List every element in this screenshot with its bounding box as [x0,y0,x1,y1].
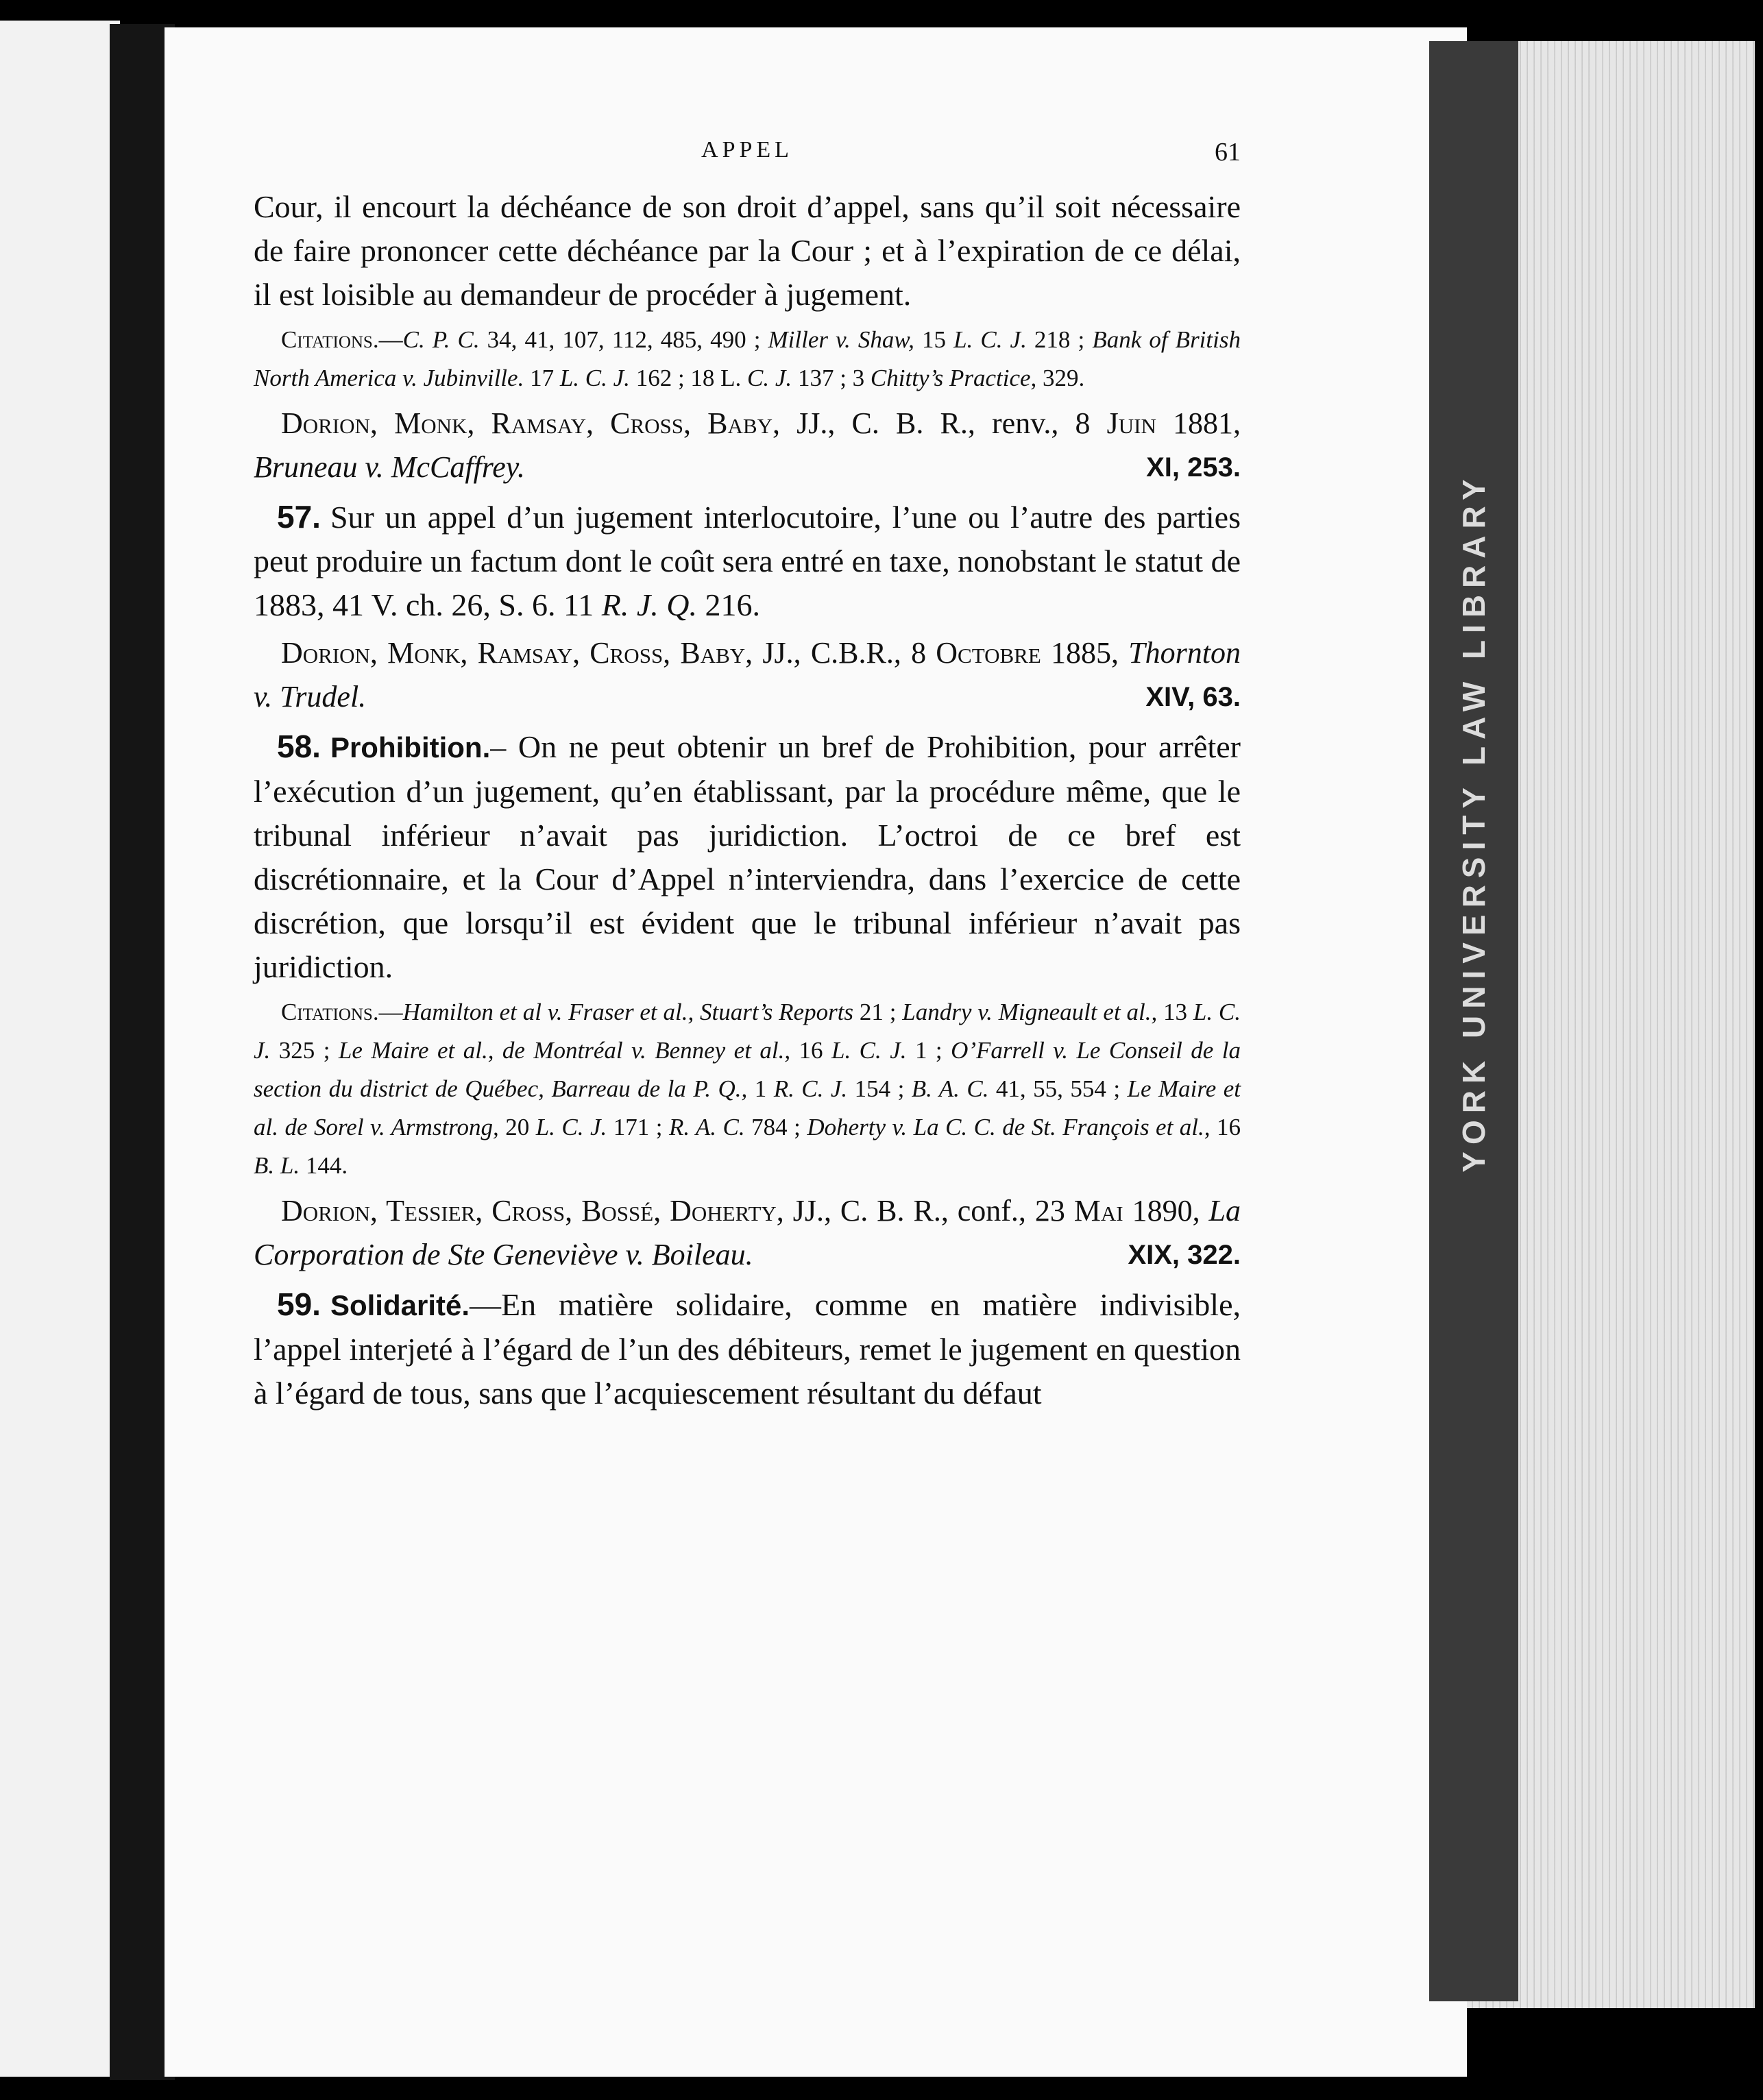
citation-case: O’Farrell v. Le Conseil de la section du district de Québec, Barreau de la P. Q., [254,1037,1241,1102]
judges-names: Dorion, Tessier, Cross, Bossé, Doherty, JJ., [281,1194,831,1228]
citation-case: Landry v. Migneault et al., [902,999,1158,1025]
citation-text: 154 ; [847,1075,912,1102]
judgment-date: Octobre 1885, [936,636,1119,670]
citation-case: Bank of British North America v. Jubinville. [254,326,1241,391]
paragraph-heading: Prohibition. [330,731,491,764]
citations-label: Citations. [281,326,379,353]
case-name: Thornton v. Trudel. [254,636,1241,713]
judgment-text: renv., 8 [975,406,1107,440]
page-content [254,137,1241,1415]
citation-text: 325 ; [270,1037,339,1064]
citation-source: L. C. J. [831,1037,907,1064]
citation-text: 1 ; [906,1037,951,1064]
citations-block [254,321,1241,398]
judges-names: Dorion, Monk, Ramsay, Cross, Baby, JJ., C.B.R., [281,636,901,670]
paragraph-58 [254,724,1241,989]
paragraph-text: Sur un appel d’un jugement interlocutoire, l’une ou l’autre des parties peut produire un factum dont le coût sera entré en taxe, nonobstant le statut de 1883, 41 V. ch. 26, S. 6. 11 [254,500,1241,622]
citations-label: Citations. [281,999,379,1025]
continued-paragraph: Cour, il encourt la déchéance de son droit d’appel, sans qu’il soit nécessaire de faire prononcer cette déchéance par la Cour ; et à l’expiration de ce délai, il est loisible au demandeur de procéder à jugement. [254,189,1241,312]
running-title: APPEL [701,137,793,162]
paragraph-text: 216. [697,587,761,622]
citation-case: Doherty v. La C. C. de St. François et al., [807,1114,1211,1140]
citation-source: R. A. C. [668,1114,745,1140]
paragraph-text: – On ne peut obtenir un bref de Prohibition, pour arrêter l’exécution d’un jugement, qu’en établissant, par la procédure même, que le tribunal inférieur n’avait pas juridiction. L’octroi de ce bref est discrétionnaire, et la Cour d’Appel n’interviendra, dans l’exercice de cette discrétion, que lorsqu’il est évident que le tribunal inférieur n’avait pas juridiction. [254,729,1241,984]
spacer-text [1119,636,1128,670]
paragraph-number: 58. [277,729,321,764]
citation-case: Chitty’s Practice, [870,365,1037,391]
case-name: Bruneau v. McCaffrey. [254,450,525,484]
judges-names: Dorion, Monk, Ramsay, Cross, Baby, JJ., C. B. R., [281,406,975,440]
citation-text: 162 ; 18 L. [629,365,748,391]
paragraph-heading: Solidarité. [330,1289,470,1321]
judges-line [254,402,1241,489]
volume-reference: XIX, 322. [1128,1240,1241,1270]
citation-source: R. C. J. [773,1075,848,1102]
judges-line [254,631,1241,719]
citation-text: 329. [1036,365,1085,391]
citation-source: L. C. J. [559,365,630,391]
case-name: La Corporation de Ste Geneviève v. Boileau. [254,1194,1241,1271]
citation-source: B. A. C. [911,1075,989,1102]
spacer-text [1200,1194,1209,1228]
volume-reference: XIV, 63. [1145,682,1241,712]
citation-text: 21 ; [853,999,903,1025]
paragraph-number: 57. [277,499,321,535]
citation-source: C. J. [747,365,792,391]
judgment-date: Juin 1881, [1106,406,1241,440]
citation-text: 15 [914,326,954,353]
running-head [254,137,1241,185]
judgment-date: Mai 1890, [1073,1194,1200,1228]
citation-text: 20 [498,1114,536,1140]
facing-page-edge [0,21,120,2077]
citation-case: Hamilton et al v. Fraser et al., Stuart’s Reports [402,999,854,1025]
citation-text: 218 ; [1026,326,1093,353]
citations-block [254,993,1241,1185]
paragraph-number: 59. [277,1286,321,1322]
citation-text: — [378,326,403,353]
judgment-text: 8 [901,636,936,670]
page-number: 61 [1215,138,1241,167]
citation-text: 17 [524,365,560,391]
citation-text: 1 [747,1075,774,1102]
volume-reference: XI, 253. [1146,452,1241,483]
citation-source: L. C. J. [535,1114,607,1140]
citation-case: Le Maire et al., de Montréal v. Benney et al., [338,1037,791,1064]
citation-text: 16 [1210,1114,1241,1140]
citation-source: L. C. J. [953,326,1027,353]
paragraph-text: —En matière solidaire, comme en matière indivisible, l’appel interjeté à l’égard de l’un des débiteurs, remet le jugement en question à l’égard de tous, sans que l’acquiescement résultant du défaut [254,1287,1241,1411]
citation-source: C. P. C. [402,326,480,353]
citation-source: L. C. J. [254,999,1241,1064]
citation-text: 144. [300,1152,348,1179]
citation-case: Le Maire et al. de Sorel v. Armstrong, [254,1075,1241,1140]
paragraph-59 [254,1282,1241,1415]
citation-text: 784 ; [744,1114,807,1140]
citation-text: 137 ; 3 [792,365,871,391]
paragraph-57 [254,495,1241,627]
spine-label: YORK UNIVERSITY LAW LIBRARY [1456,472,1492,1173]
citation-text: 171 ; [607,1114,669,1140]
judges-line [254,1189,1241,1277]
citation-source: R. J. Q. [601,587,698,622]
judgment-text: C. B. R., conf., 23 [831,1194,1074,1228]
citation-text: 13 [1157,999,1193,1025]
citation-source: B. L. [254,1152,300,1179]
citation-text: — [378,999,403,1025]
citation-text: 41, 55, 554 ; [988,1075,1128,1102]
citation-case: Miller v. Shaw, [768,326,914,353]
citation-text: 34, 41, 107, 112, 485, 490 ; [479,326,768,353]
citation-text: 16 [790,1037,832,1064]
